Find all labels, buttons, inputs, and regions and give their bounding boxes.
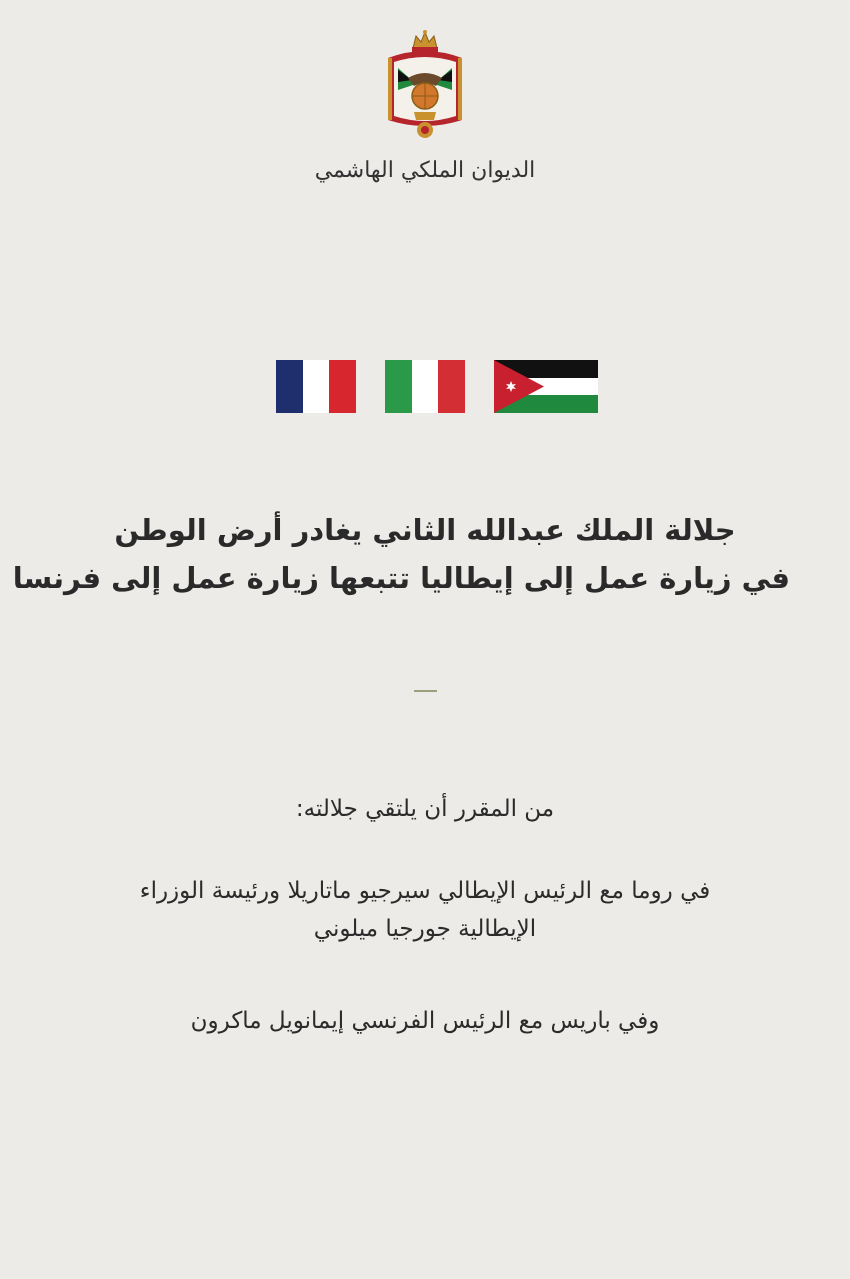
headline [12,506,790,602]
headline-line-1: جلالة الملك عبدالله الثاني يغادر أرض الوطن [114,513,736,547]
rome-line-2: الإيطالية جورجيا ميلوني [313,916,537,942]
flags-row [0,360,850,413]
jordan-flag-icon [494,360,598,413]
paris-paragraph: وفي باريس مع الرئيس الفرنسي إيمانويل ماكرون [190,1008,660,1034]
headline-line-2: في زيارة عمل إلى إيطاليا تتبعها زيارة عمل إلى فرنسا [12,561,790,595]
intro-text: من المقرر أن يلتقي جلالته: [295,796,555,822]
rome-paragraph [60,872,790,948]
france-flag-icon [276,360,356,413]
italy-flag-icon [385,360,465,413]
rome-line-1: في روما مع الرئيس الإيطالي سيرجيو ماتاريلا ورئيسة الوزراء [139,878,711,904]
divider [414,690,437,692]
royal-emblem-icon [378,28,472,140]
organization-name: الديوان الملكي الهاشمي [314,158,536,183]
